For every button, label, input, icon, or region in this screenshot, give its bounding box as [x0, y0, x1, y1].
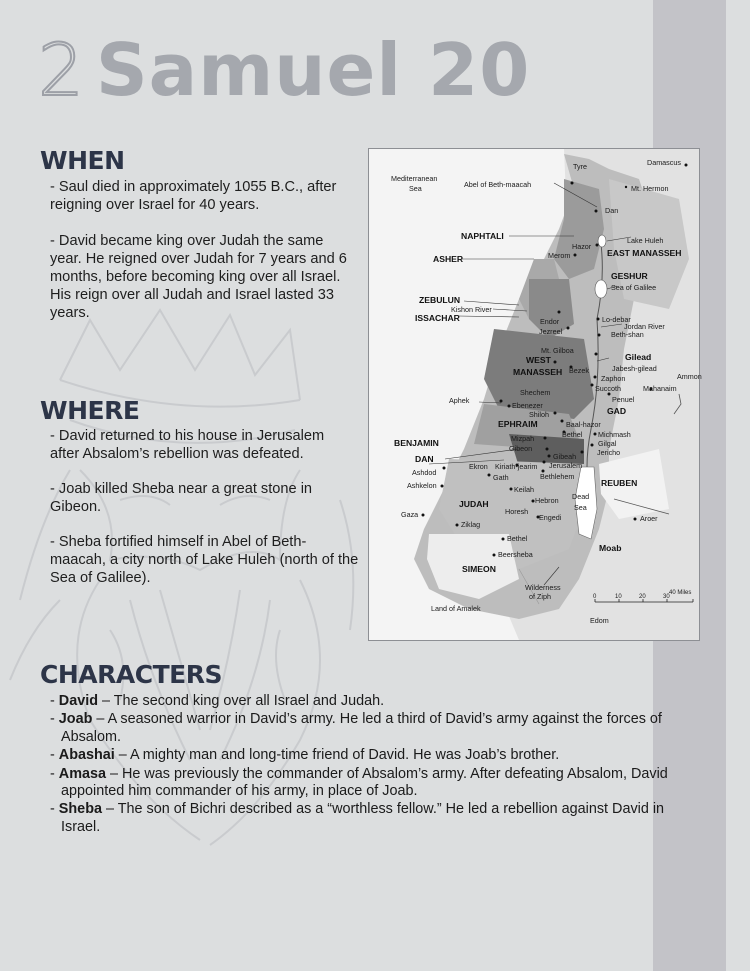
- map-label-jericho: Jericho: [597, 448, 621, 457]
- map-of-israel: [368, 148, 700, 641]
- map-label-lo-debar: Lo-debar: [602, 315, 631, 324]
- map-label-wilderness: Wilderness: [525, 583, 561, 592]
- characters-list: [50, 693, 680, 837]
- map-label-reuben: REUBEN: [601, 478, 638, 488]
- when-paragraph-2: - David became king over Judah the same year. He reigned over Judah for 7 years and 6 months, before becoming king over all Israel. His reign over all Judah and Israel lasted 33 years.: [50, 233, 347, 321]
- map-label-abel: Abel of Beth-maacah: [464, 180, 532, 189]
- list-item: - Abashai – A mighty man and long-time friend of David. He was Joab’s brother.: [50, 747, 560, 764]
- map-label-sea: Sea: [409, 184, 422, 193]
- map-label-penuel: Penuel: [612, 395, 635, 404]
- when-heading: WHEN: [40, 146, 125, 175]
- character-name: Abashai: [58, 747, 115, 764]
- map-label-kishon: Kishon River: [451, 305, 492, 314]
- map-label-benjamin: BENJAMIN: [394, 438, 439, 448]
- map-label-zaphon: Zaphon: [601, 374, 626, 383]
- map-label-bethlehem: Bethlehem: [540, 472, 575, 481]
- characters-heading: CHARACTERS: [40, 660, 222, 689]
- map-label-engedi: Engedi: [539, 513, 562, 522]
- character-name: Amasa: [58, 765, 106, 782]
- map-label-bezek: Bezek: [569, 366, 589, 375]
- character-description: – The son of Bichri described as a “worthless fellow.” He led a rebellion against David in Israel.: [61, 801, 665, 835]
- character-description: – A seasoned warrior in David’s army. He led a third of David’s army against the forces of Absalom.: [61, 711, 662, 745]
- map-label-dan-city: Dan: [605, 206, 619, 215]
- map-label-judah: JUDAH: [459, 499, 489, 509]
- character-description: – He was previously the commander of Absalom’s army. After defeating Absalom, David appointed him commander of his army, in place of Joab.: [61, 765, 668, 800]
- scale-label-40: 40 Miles: [669, 590, 692, 596]
- map-label-horesh: Horesh: [505, 507, 529, 516]
- list-item: - Sheba – The son of Bichri described as a “worthless fellow.” He led a rebellion against David in Israel.: [50, 801, 665, 835]
- map-label-dead: Dead: [572, 492, 590, 501]
- chapter-number: 2: [38, 28, 84, 112]
- list-item: - David – The second king over all Israel and Judah.: [50, 693, 385, 709]
- scale-label-0: 0: [593, 594, 597, 600]
- map-label-gibeon: Gibeon: [509, 444, 533, 453]
- map-label-shechem: Shechem: [520, 388, 551, 397]
- map-label-ashkelon: Ashkelon: [407, 481, 437, 490]
- where-paragraph-2: - Joab killed Sheba near a great stone in Gibeon.: [50, 481, 313, 515]
- map-label-ebenezer: Ebenezer: [512, 401, 543, 410]
- map-label-gath: Gath: [493, 473, 509, 482]
- book-title: Samuel 20: [95, 28, 531, 112]
- map-svg: [369, 149, 702, 640]
- map-label-gilgal: Gilgal: [598, 439, 617, 448]
- map-label-damascus: Damascus: [647, 158, 681, 167]
- map-label-beth-shan: Beth-shan: [611, 330, 644, 339]
- map-label-dead-sea: Sea: [574, 503, 587, 512]
- map-label-issachar: ISSACHAR: [415, 313, 460, 323]
- map-label-gilead: Gilead: [625, 352, 652, 362]
- map-label-ephraim: EPHRAIM: [498, 419, 538, 429]
- page-title: [38, 28, 530, 118]
- map-label-ziklag: Ziklag: [461, 520, 481, 529]
- map-label-michmash: Michmash: [598, 430, 631, 439]
- scale-label-30: 30: [663, 594, 670, 600]
- map-label-mizpah: Mizpah: [511, 434, 535, 443]
- map-label-ekron: Ekron: [469, 462, 488, 471]
- map-label-kiriath-jearim: Kiriath-jearim: [495, 462, 538, 471]
- list-item: - Amasa – He was previously the commander of Absalom’s army. After defeating Absalom, David appointed him commander of his army, in place of Joab.: [50, 765, 668, 800]
- map-label-gad: GAD: [607, 406, 627, 416]
- map-label-sea-of-galilee: Sea of Galilee: [611, 283, 657, 292]
- map-label-baal-hazor: Baal-hazor: [566, 420, 601, 429]
- map-label-simeon: SIMEON: [462, 564, 496, 574]
- character-description: – The second king over all Israel and Judah.: [98, 693, 385, 709]
- map-label-tyre: Tyre: [573, 162, 587, 171]
- map-label-hebron: Hebron: [535, 496, 559, 505]
- map-label-edom: Edom: [590, 616, 609, 625]
- map-label-bethel-south: Bethel: [507, 534, 528, 543]
- scale-label-20: 20: [639, 594, 646, 600]
- map-label-beersheba: Beersheba: [498, 550, 533, 559]
- character-name: David: [58, 693, 98, 709]
- map-label-ashdod: Ashdod: [412, 468, 437, 477]
- character-description: – A mighty man and long-time friend of David. He was Joab’s brother.: [114, 747, 560, 764]
- map-label-ammon: Ammon: [677, 372, 702, 381]
- map-label-east-manasseh: EAST MANASSEH: [607, 248, 682, 258]
- map-label-endor: Endor: [540, 317, 560, 326]
- map-label-manasseh: MANASSEH: [513, 367, 563, 377]
- map-label-gibeah: Gibeah: [553, 452, 577, 461]
- map-label-mahanaim: Mahanaim: [643, 384, 677, 393]
- map-label-jerusalem: Jerusalem: [549, 461, 583, 470]
- map-label-geshur: GESHUR: [611, 271, 648, 281]
- map-label-land-of-amalek: Land of Amalek: [431, 604, 481, 613]
- where-paragraph-1: - David returned to his house in Jerusalem after Absalom’s rebellion was defeated.: [50, 428, 325, 462]
- scale-label-10: 10: [615, 594, 622, 600]
- map-label-mediterranean: Mediterranean: [391, 174, 438, 183]
- map-label-succoth: Succoth: [595, 384, 621, 393]
- map-label-mt-hermon: Mt. Hermon: [631, 184, 669, 193]
- map-label-aphek: Aphek: [449, 396, 470, 405]
- map-label-asher: ASHER: [433, 254, 464, 264]
- map-label-gaza: Gaza: [401, 510, 419, 519]
- character-name: Sheba: [58, 801, 102, 818]
- map-label-bethel: Bethel: [562, 430, 583, 439]
- map-label-merom: Merom: [548, 251, 571, 260]
- map-label-moab: Moab: [599, 543, 622, 553]
- map-label-jezreel: Jezreel: [539, 327, 563, 336]
- map-label-aroer: Aroer: [640, 514, 658, 523]
- map-label-of-ziph: of Ziph: [529, 592, 551, 601]
- map-label-hazor: Hazor: [572, 242, 592, 251]
- map-label-jabesh-gilead: Jabesh-gilead: [612, 364, 657, 373]
- character-name: Joab: [58, 711, 93, 728]
- map-label-mt-gilboa: Mt. Gilboa: [541, 346, 574, 355]
- map-label-west: WEST: [526, 355, 551, 365]
- map-label-dan-tribe: DAN: [415, 454, 434, 464]
- list-item: - Joab – A seasoned warrior in David’s army. He led a third of David’s army against the forces of Absalom.: [50, 711, 662, 745]
- where-paragraph-3: - Sheba fortified himself in Abel of Beth-maacah, a city north of Lake Huleh (north of the Sea of Galilee).: [50, 534, 359, 586]
- map-label-naphtali: NAPHTALI: [461, 231, 504, 241]
- map-label-jordan-river: Jordan River: [624, 322, 665, 331]
- map-label-lake-huleh: Lake Huleh: [627, 236, 664, 245]
- map-label-zebulun: ZEBULUN: [419, 295, 461, 305]
- map-label-keilah: Keilah: [514, 485, 534, 494]
- map-label-shiloh: Shiloh: [529, 410, 549, 419]
- where-heading: WHERE: [40, 396, 140, 425]
- when-paragraph-1: - Saul died in approximately 1055 B.C., after reigning over Israel for 40 years.: [50, 179, 337, 213]
